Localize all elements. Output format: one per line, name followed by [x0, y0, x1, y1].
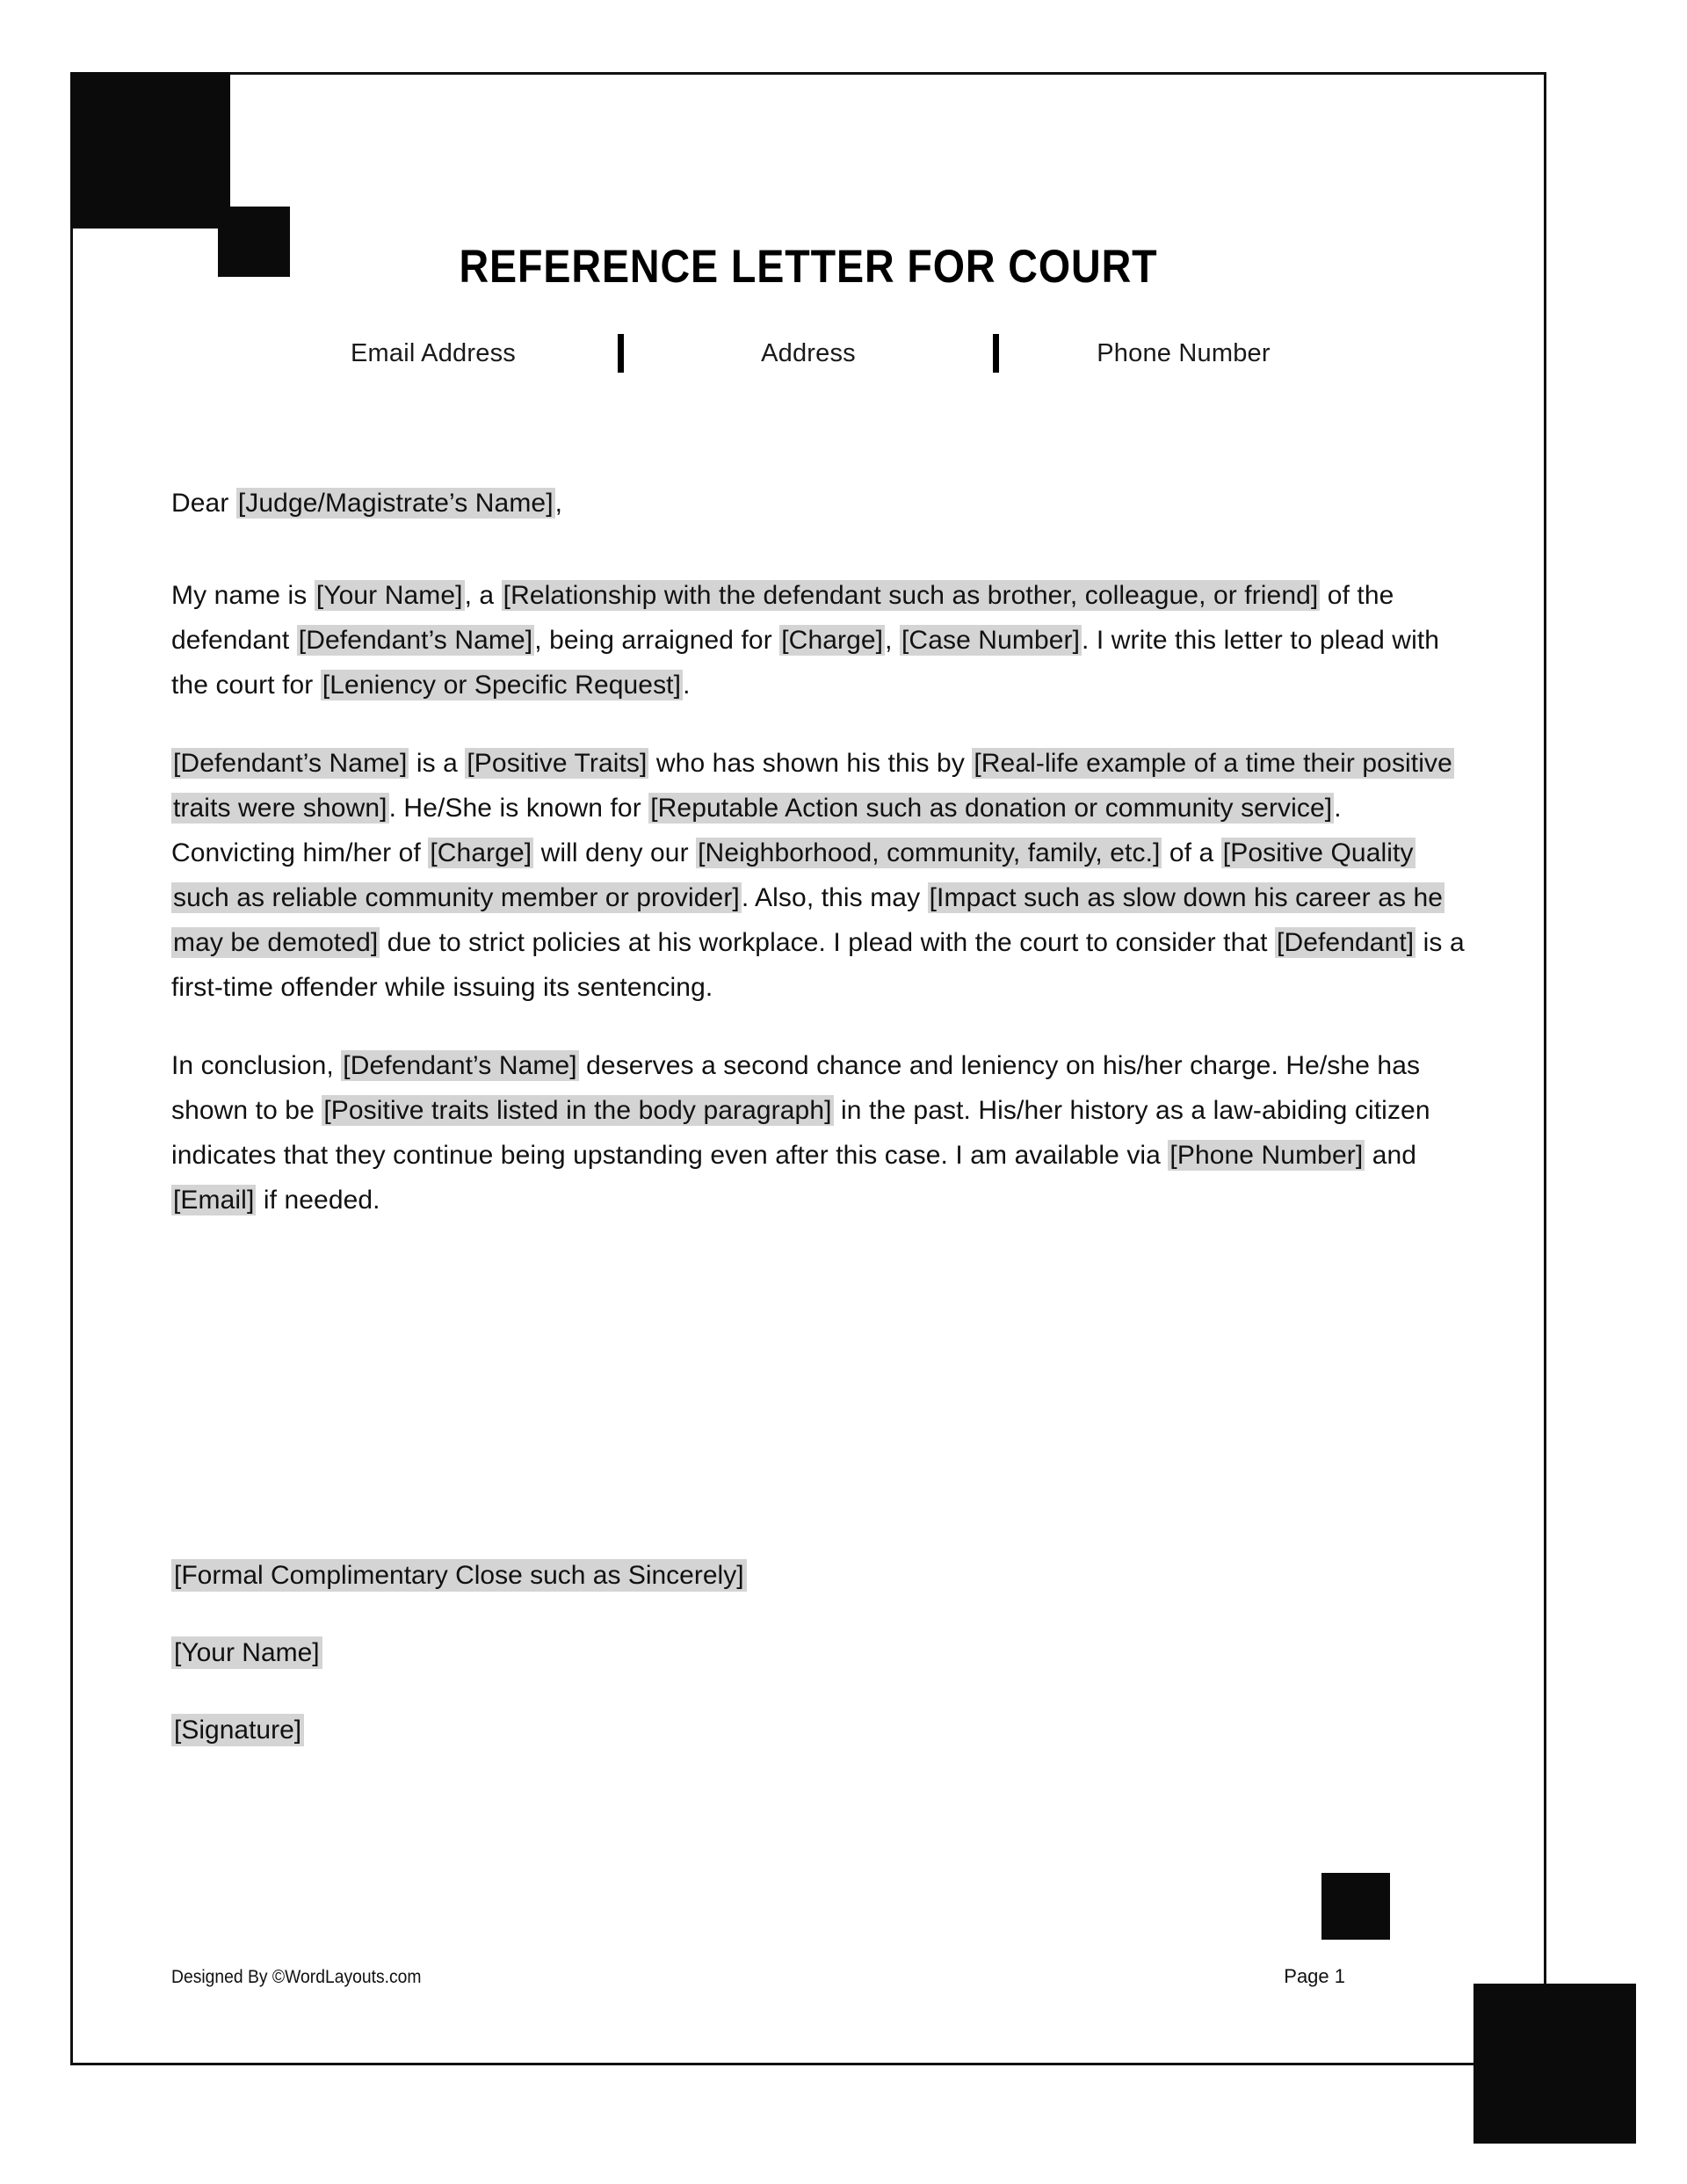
salutation-suffix: , — [554, 489, 563, 518]
placeholder-phone-number[interactable]: [Phone Number] — [1169, 1141, 1364, 1170]
p1-text-5: , — [885, 626, 900, 655]
corner-decoration-bottom-right-large — [1473, 1984, 1636, 2144]
p1-text-4: , being arraigned for — [534, 626, 780, 655]
corner-decoration-top-left-large — [70, 72, 230, 229]
paragraph-intro — [171, 573, 1470, 707]
contact-email-address: Email Address — [351, 338, 516, 367]
letter-body — [171, 481, 1470, 1223]
p1-text-7: . — [683, 671, 691, 700]
placeholder-case-number[interactable]: [Case Number] — [901, 626, 1081, 655]
signature-line — [171, 1710, 1470, 1751]
placeholder-defendant[interactable]: [Defendant] — [1277, 928, 1415, 957]
p3-text-1: In conclusion, — [171, 1051, 342, 1080]
p2-text-3: . He/She is known for — [388, 794, 649, 823]
placeholder-email[interactable]: [Email] — [173, 1186, 255, 1215]
salutation-line — [171, 481, 1470, 526]
sender-name-line — [171, 1633, 1470, 1673]
placeholder-positive-traits[interactable]: [Positive Traits] — [467, 749, 648, 778]
placeholder-neighborhood[interactable]: [Neighborhood, community, family, etc.] — [698, 838, 1161, 867]
placeholder-positive-quality[interactable]: [Positive Quality such as reliable community member or provider] — [173, 838, 1414, 912]
placeholder-positive-traits-body[interactable]: [Positive traits listed in the body paragraph] — [323, 1096, 832, 1125]
placeholder-complimentary-close[interactable]: [Formal Complimentary Close such as Sincerely] — [171, 1559, 747, 1592]
placeholder-charge-1[interactable]: [Charge] — [781, 626, 884, 655]
contact-phone-number: Phone Number — [1097, 338, 1271, 367]
placeholder-leniency-request[interactable]: [Leniency or Specific Request] — [322, 671, 682, 700]
placeholder-real-life-example[interactable]: [Real-life example of a time their positive traits were shown] — [173, 749, 1452, 823]
p3-text-3: in the past. His/her history as a law-abiding citizen indicates that they continue being upstanding even after this case. I am available via — [171, 1096, 1430, 1170]
p3-text-5: if needed. — [256, 1186, 380, 1215]
placeholder-signature[interactable]: [Signature] — [171, 1714, 304, 1746]
p2-text-5: will deny our — [533, 838, 697, 867]
placeholder-defendant-name-1[interactable]: [Defendant’s Name] — [298, 626, 533, 655]
placeholder-charge-2[interactable]: [Charge] — [430, 838, 532, 867]
paragraph-body — [171, 741, 1470, 1010]
contact-address: Address — [761, 338, 856, 367]
footer-page-number: Page 1 — [1284, 1965, 1345, 1987]
placeholder-impact[interactable]: [Impact such as slow down his career as he may be demoted] — [173, 883, 1444, 957]
p1-text-1: My name is — [171, 581, 315, 610]
footer-credit: Designed By ©WordLayouts.com — [171, 1967, 422, 1987]
placeholder-relationship[interactable]: [Relationship with the defendant such as brother, colleague, or friend] — [503, 581, 1319, 610]
placeholder-reputable-action[interactable]: [Reputable Action such as donation or community service] — [650, 794, 1333, 823]
placeholder-defendant-name-3[interactable]: [Defendant’s Name] — [343, 1051, 577, 1080]
document-page — [70, 72, 1546, 2065]
page-footer — [171, 1965, 1470, 1988]
salutation-prefix: Dear — [171, 489, 236, 518]
contact-separator-bar-2 — [993, 334, 999, 373]
placeholder-defendant-name-2[interactable]: [Defendant’s Name] — [173, 749, 408, 778]
p3-text-2: deserves a second chance and leniency on his/her charge. He/she has shown to be — [171, 1051, 1421, 1125]
closing-block — [171, 1556, 1470, 1751]
complimentary-close-line — [171, 1556, 1470, 1596]
p2-text-8: due to strict policies at his workplace. I plead with the court to consider that — [380, 928, 1276, 957]
page-title: REFERENCE LETTER FOR COURT — [459, 241, 1158, 293]
contact-info-row — [249, 334, 1368, 373]
p2-text-6: of a — [1162, 838, 1221, 867]
p2-text-1: is a — [409, 749, 466, 778]
p3-text-4: and — [1365, 1141, 1417, 1170]
paragraph-conclusion — [171, 1043, 1470, 1223]
p2-text-9: is a first-time offender while issuing its sentencing. — [171, 928, 1465, 1002]
p2-text-4: . Convicting him/her of — [171, 794, 1342, 867]
p2-text-2: who has shown his this by — [648, 749, 973, 778]
p2-text-7: . Also, this may — [741, 883, 928, 912]
contact-separator-bar-1 — [618, 334, 624, 373]
p1-text-2: , a — [464, 581, 502, 610]
placeholder-judge-name[interactable]: [Judge/Magistrate’s Name] — [237, 489, 554, 518]
p1-text-6: . I write this letter to plead with the court for — [171, 626, 1440, 700]
corner-decoration-bottom-right-small — [1321, 1873, 1390, 1940]
placeholder-sender-name[interactable]: [Your Name] — [171, 1636, 322, 1669]
p1-text-3: of the defendant — [171, 581, 1394, 655]
placeholder-your-name[interactable]: [Your Name] — [315, 581, 463, 610]
